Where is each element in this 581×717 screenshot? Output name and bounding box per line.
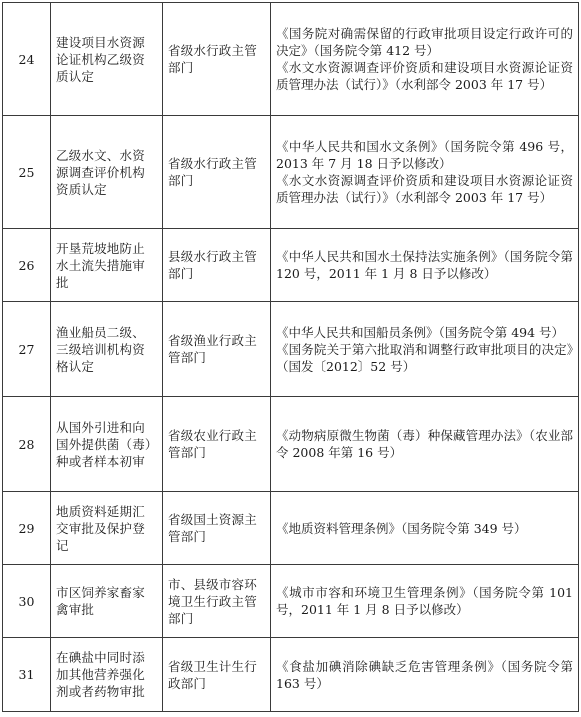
legal-basis-entry: 《城市市容和环境卫生管理条例》（国务院令第 101 号，2011 年 1 月 8 日予以修改）	[276, 585, 573, 617]
item-name: 在碘盐中同时添加其他营养强化剂或者药物审批	[51, 638, 163, 712]
row-number: 25	[3, 116, 51, 229]
row-number: 29	[3, 492, 51, 565]
item-name: 从国外引进和向国外提供菌（毒）种或者样本初审	[51, 397, 163, 492]
legal-basis	[271, 397, 579, 492]
table-row	[3, 302, 579, 397]
legal-basis-entry: 《国务院关于第六批取消和调整行政审批项目的决定》（国发〔2012〕52 号）	[276, 341, 573, 374]
item-name: 地质资料延期汇交审批及保护登记	[51, 492, 163, 565]
approving-department: 省级卫生计生行政部门	[163, 638, 271, 712]
row-number: 31	[3, 638, 51, 712]
table-row	[3, 565, 579, 638]
row-number: 24	[3, 3, 51, 116]
legal-basis-entry: 《地质资料管理条例》（国务院令第 349 号）	[276, 520, 527, 536]
item-name: 渔业船员二级、三级培训机构资格认定	[51, 302, 163, 397]
table-row	[3, 397, 579, 492]
legal-basis-entry: 《中华人民共和国水文条例》（国务院令第 496 号，2013 年 7 月 18 日予以修改）	[276, 139, 573, 171]
legal-basis	[271, 565, 579, 638]
legal-basis	[271, 229, 579, 302]
row-number: 27	[3, 302, 51, 397]
legal-basis-entry: 《动物病原微生物菌（毒）种保藏管理办法》（农业部令 2008 年第 16 号）	[276, 428, 573, 460]
row-number: 30	[3, 565, 51, 638]
approving-department: 省级水行政主管部门	[163, 116, 271, 229]
table-row	[3, 116, 579, 229]
approving-department: 省级国土资源主管部门	[163, 492, 271, 565]
legal-basis	[271, 638, 579, 712]
legal-basis-entry: 《中华人民共和国水土保持法实施条例》（国务院令第 120 号，2011 年 1 月 8 日予以修改）	[276, 249, 573, 281]
legal-basis-entry: 《中华人民共和国船员条例》（国务院令第 494 号）	[276, 324, 565, 340]
table-row	[3, 3, 579, 116]
legal-basis-entry: 《水文水资源调查评价资质和建设项目水资源论证资质管理办法（试行）》（水利部令 2003 年 17 号）	[276, 60, 573, 92]
approval-items-table	[2, 2, 579, 712]
approving-department: 省级水行政主管部门	[163, 3, 271, 116]
legal-basis	[271, 3, 579, 116]
item-name: 乙级水文、水资源调查评价机构资质认定	[51, 116, 163, 229]
row-number: 28	[3, 397, 51, 492]
approving-department: 省级渔业行政主管部门	[163, 302, 271, 397]
legal-basis-entry: 《水文水资源调查评价资质和建设项目水资源论证资质管理办法（试行）》（水利部令 2003 年 17 号）	[276, 173, 573, 205]
approving-department: 县级水行政主管部门	[163, 229, 271, 302]
legal-basis-entry: 《国务院对确需保留的行政审批项目设定行政许可的决定》（国务院令第 412 号）	[276, 26, 573, 58]
legal-basis-entry: 《食盐加碘消除碘缺乏危害管理条例》（国务院令第 163 号）	[276, 658, 573, 691]
approving-department: 省级农业行政主管部门	[163, 397, 271, 492]
item-name: 建设项目水资源论证机构乙级资质认定	[51, 3, 163, 116]
table-row	[3, 492, 579, 565]
legal-basis	[271, 116, 579, 229]
legal-basis	[271, 492, 579, 565]
item-name: 开垦荒坡地防止水土流失措施审批	[51, 229, 163, 302]
row-number: 26	[3, 229, 51, 302]
table-row	[3, 638, 579, 712]
approving-department: 市、县级市容环境卫生行政主管部门	[163, 565, 271, 638]
item-name: 市区饲养家畜家禽审批	[51, 565, 163, 638]
legal-basis	[271, 302, 579, 397]
table-row	[3, 229, 579, 302]
